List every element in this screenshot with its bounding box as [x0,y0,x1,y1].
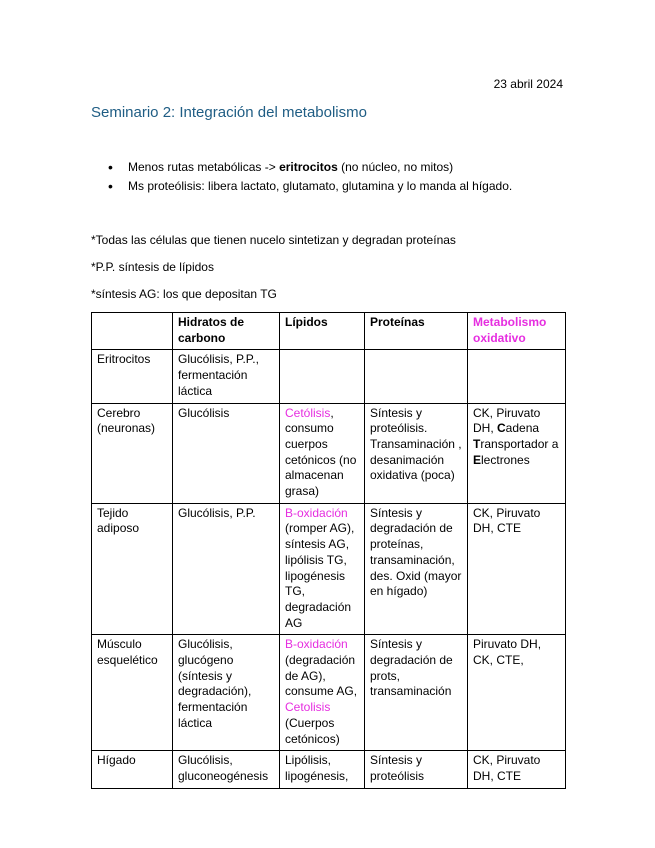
cell-oxidative: CK, Piruvato DH, CTE [468,751,566,788]
header-carbs: Hidratos de carbono [173,313,280,350]
cell-oxidative: CK, Piruvato DH, CTE [468,503,566,635]
bullet-text: Menos rutas metabólicas -> [128,160,280,174]
cell-carbs: Glucólisis, P.P., fermentación láctica [173,350,280,403]
header-proteins: Proteínas [365,313,468,350]
cell-text: adena [505,421,540,436]
metabolism-table [91,312,566,789]
cell-lipids [280,503,365,635]
cell-carbs: Glucólisis [173,403,280,503]
cell-proteins: Síntesis y degradación de prots, transaminación [365,635,468,751]
cell-lipids [280,350,365,403]
bold-letter: E [473,452,482,467]
cell-lipids [280,635,365,751]
cell-lipids: Lipólisis, lipogénesis, [280,751,365,788]
table-row [92,751,566,788]
highlight-term: Cetolisis [285,700,331,715]
header-empty [92,313,173,350]
header-oxidative: Metabolismo oxidativo [468,313,566,350]
cell-lipids [280,403,365,503]
note-3: *síntesis AG: los que depositan TG [91,287,277,301]
highlight-term: B-oxidación [285,505,348,520]
bold-letter: C [497,421,506,436]
table-row [92,350,566,403]
cell-proteins [365,350,468,403]
cell-text: (Cuerpos cetónicos) [285,715,340,746]
table-row [92,503,566,635]
cell-text: (romper AG), síntesis AG, lipólisis TG, lipogénesis TG, degradación AG [285,521,355,630]
row-label: Músculo esquelético [92,635,173,751]
note-2: *P.P. síntesis de lípidos [91,260,214,274]
table-header-row [92,313,566,350]
bold-letter: T [473,436,481,451]
header-lipids: Lípidos [280,313,365,350]
cell-oxidative [468,350,566,403]
bullet-text: (no núcleo, no mitos) [337,160,454,174]
cell-proteins: Síntesis y proteólisis [365,751,468,788]
cell-carbs: Glucólisis, gluconeogénesis [173,751,280,788]
bullet-item [104,158,512,177]
document-title: Seminario 2: Integración del metabolismo [91,104,367,121]
row-label: Cerebro (neuronas) [92,403,173,503]
note-1: *Todas las células que tienen nucelo sintetizan y degradan proteínas [91,233,456,247]
cell-carbs: Glucólisis, glucógeno (síntesis y degradación), fermentación láctica [173,635,280,751]
row-label: Hígado [92,751,173,788]
row-label: Eritrocitos [92,350,173,403]
table-row [92,635,566,751]
bullet-text: Ms proteólisis: libera lactato, glutamato, glutamina y lo manda al hígado. [128,179,513,193]
cell-carbs: Glucólisis, P.P. [173,503,280,635]
highlight-term: B-oxidación [285,637,348,652]
cell-text: , consumo cuerpos cetónicos (no almacenan grasa) [285,405,357,499]
cell-proteins: Síntesis y proteólisis. Transaminación , desanimación oxidativa (poca) [365,403,468,503]
bullet-item [104,177,512,196]
bullet-bold-text: eritrocitos [279,160,338,174]
highlight-term: Cetólisis [285,405,331,420]
cell-text: CK, Piruvato DH, [473,405,541,436]
cell-text: lectrones [481,452,530,467]
cell-oxidative [468,403,566,503]
cell-text: ransportador a [480,436,559,451]
bullet-list [104,158,512,196]
cell-proteins: Síntesis y degradación de proteínas, transaminación, des. Oxid (mayor en hígado) [365,503,468,635]
cell-oxidative: Piruvato DH, CK, CTE, [468,635,566,751]
document-date: 23 abril 2024 [493,77,563,91]
cell-text: (degradación de AG), consume AG, [285,653,358,699]
table-row [92,403,566,503]
row-label: Tejido adiposo [92,503,173,635]
